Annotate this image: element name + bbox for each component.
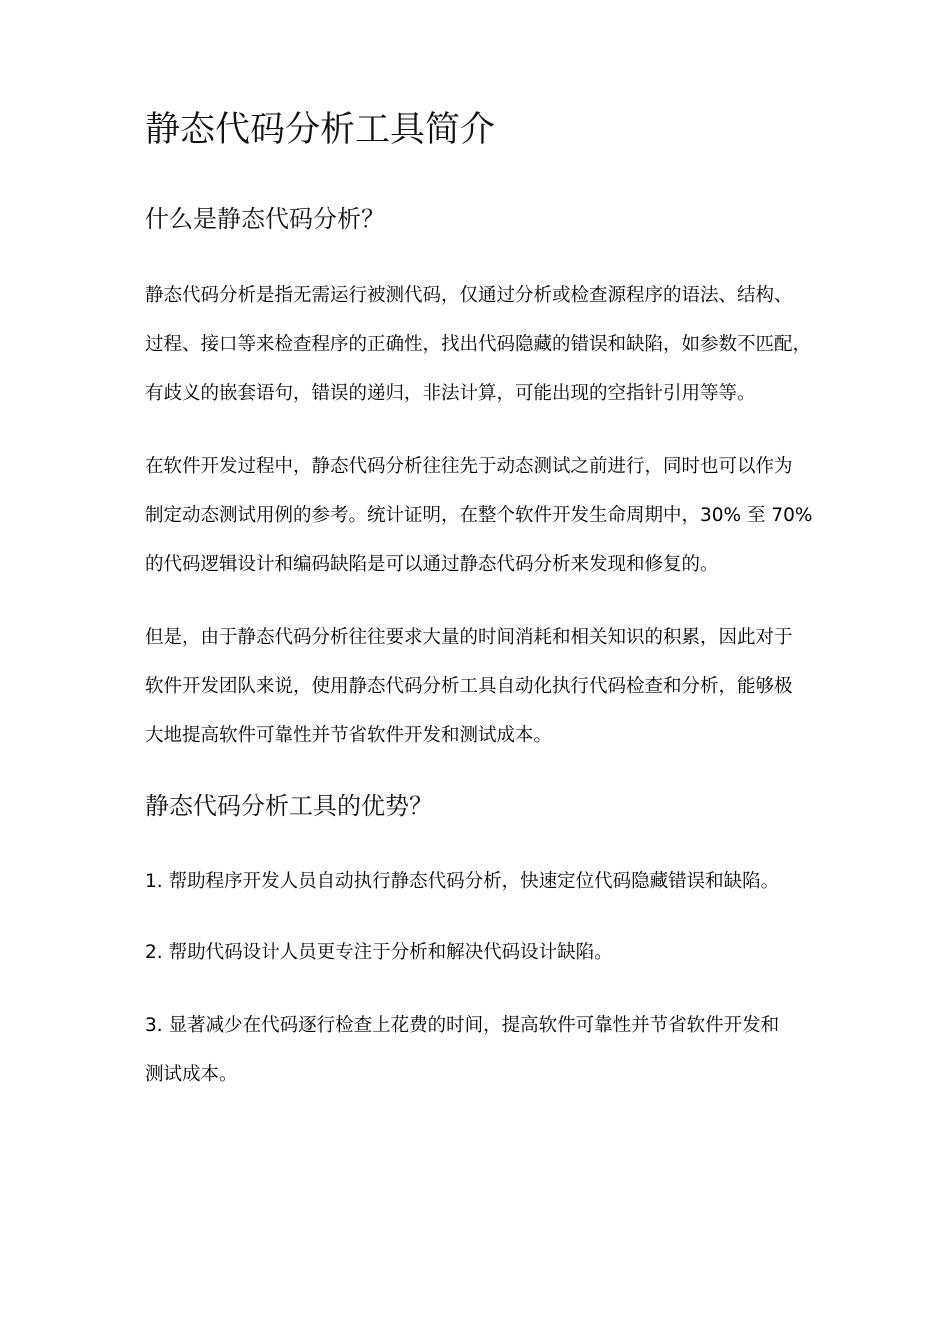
list-item-number: 1. <box>145 871 163 892</box>
paragraph-development-process <box>145 442 830 589</box>
list-item <box>145 857 830 906</box>
list-item-text: 显著减少在代码逐行检查上花费的时间，提高软件可靠性并节省软件开发和 <box>168 1015 780 1036</box>
list-item-line <box>145 1001 830 1050</box>
list-item-line <box>145 928 830 977</box>
paragraph-definition <box>145 271 830 418</box>
paragraph-line: 静态代码分析是指无需运行被测代码，仅通过分析或检查源程序的语法、结构、 <box>145 285 793 306</box>
list-item-line: 测试成本。 <box>145 1064 238 1085</box>
list-item <box>145 928 830 977</box>
paragraph-line: 过程、接口等来检查程序的正确性，找出代码隐藏的错误和缺陷，如参数不匹配， <box>145 334 812 355</box>
section-heading-what-is: 什么是静态代码分析？ <box>145 205 385 233</box>
list-item-text: 帮助代码设计人员更专注于分析和解决代码设计缺陷。 <box>168 942 613 963</box>
list-item-number: 2. <box>145 942 163 963</box>
list-item <box>145 1001 830 1099</box>
paragraph-line: 有歧义的嵌套语句，错误的递归，非法计算，可能出现的空指针引用等等。 <box>145 383 756 404</box>
paragraph-line: 软件开发团队来说，使用静态代码分析工具自动化执行代码检查和分析，能够极 <box>145 676 793 697</box>
paragraph-line: 在软件开发过程中，静态代码分析往往先于动态测试之前进行，同时也可以作为 <box>145 456 793 477</box>
paragraph-line: 但是，由于静态代码分析往往要求大量的时间消耗和相关知识的积累，因此对于 <box>145 627 793 648</box>
list-item-text: 帮助程序开发人员自动执行静态代码分析，快速定位代码隐藏错误和缺陷。 <box>168 871 780 892</box>
list-item-number: 3. <box>145 1015 163 1036</box>
paragraph-tools-benefit <box>145 613 830 760</box>
paragraph-line: 大地提高软件可靠性并节省软件开发和测试成本。 <box>145 725 553 746</box>
list-item-line <box>145 857 830 906</box>
document-title: 静态代码分析工具简介 <box>145 110 496 150</box>
paragraph-line: 制定动态测试用例的参考。统计证明，在整个软件开发生命周期中，30% 至 70% <box>145 505 813 526</box>
paragraph-line: 的代码逻辑设计和编码缺陷是可以通过静态代码分析来发现和修复的。 <box>145 554 719 575</box>
section-heading-advantages: 静态代码分析工具的优势？ <box>145 792 433 820</box>
